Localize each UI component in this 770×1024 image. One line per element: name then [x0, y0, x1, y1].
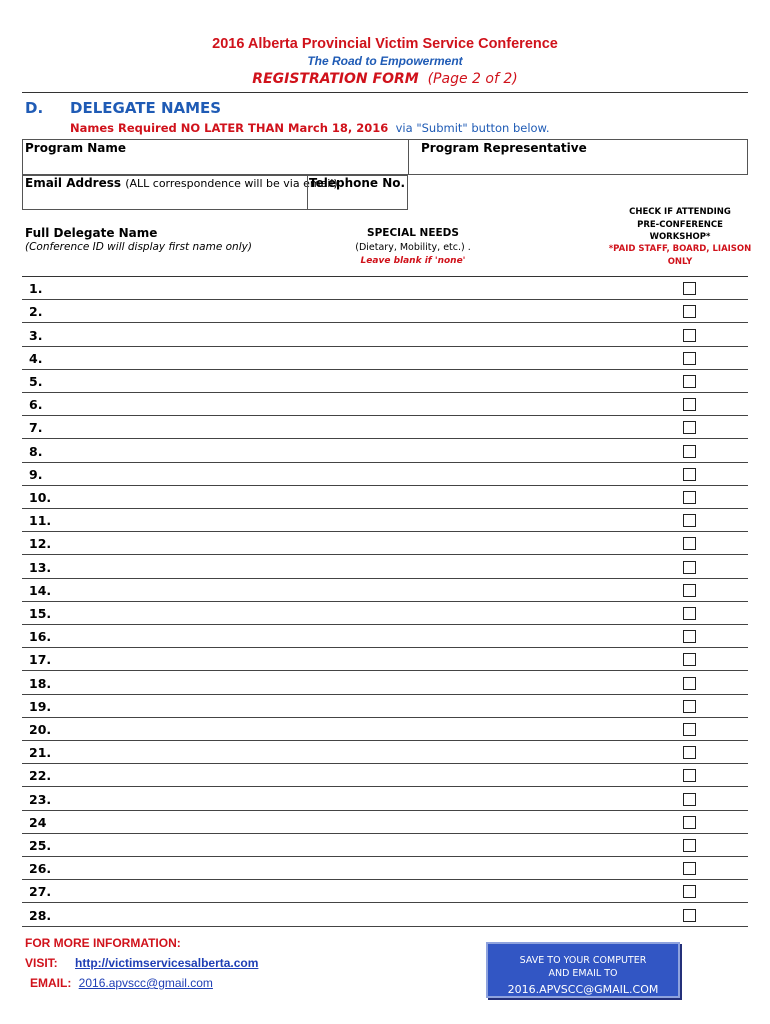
workshop-checkbox[interactable]: [683, 445, 696, 458]
visit-label: VISIT:: [25, 956, 58, 970]
workshop-checkbox[interactable]: [683, 375, 696, 388]
delegate-row[interactable]: [22, 648, 748, 671]
email-label-note: (ALL correspondence will be via email): [125, 177, 338, 190]
workshop-checkbox[interactable]: [683, 282, 696, 295]
section-title: DELEGATE NAMES: [70, 99, 222, 117]
workshop-checkbox[interactable]: [683, 421, 696, 434]
workshop-eligibility-note: [600, 243, 760, 268]
delegate-row-number: 26.: [29, 861, 52, 877]
delegate-row[interactable]: [22, 880, 748, 903]
delegate-row-number: 21.: [29, 745, 52, 761]
program-rep-label: Program Representative: [421, 141, 587, 155]
delegate-row-number: 1.: [29, 281, 43, 297]
workshop-eligibility-line2: ONLY: [667, 256, 693, 267]
email-line: [30, 976, 213, 990]
delegate-name-note: (Conference ID will display first name only): [25, 241, 252, 253]
workshop-checkbox[interactable]: [683, 909, 696, 922]
delegate-row[interactable]: [22, 695, 748, 718]
delegate-row[interactable]: [22, 811, 748, 834]
delegate-row[interactable]: [22, 834, 748, 857]
delegate-row-number: 9.: [29, 466, 43, 482]
delegate-row[interactable]: [22, 787, 748, 810]
workshop-checkbox[interactable]: [683, 700, 696, 713]
conference-title: 2016 Alberta Provincial Victim Service Conference: [212, 36, 558, 52]
delegate-row[interactable]: [22, 393, 748, 416]
delegate-row-number: 10.: [29, 489, 52, 505]
delegate-row[interactable]: [22, 718, 748, 741]
workshop-checkbox[interactable]: [683, 769, 696, 782]
workshop-checkbox[interactable]: [683, 677, 696, 690]
program-rep-field[interactable]: [412, 156, 746, 174]
delegate-row-number: 7.: [29, 420, 43, 436]
footer-email-label: EMAIL:: [30, 976, 72, 990]
delegate-row[interactable]: [22, 532, 748, 555]
workshop-checkbox[interactable]: [683, 723, 696, 736]
workshop-checkbox[interactable]: [683, 653, 696, 666]
delegate-row-number: 16.: [29, 629, 52, 645]
special-needs-examples: (Dietary, Mobility, etc.) .: [355, 242, 471, 253]
delegate-row[interactable]: [22, 486, 748, 509]
deadline-note: [70, 121, 550, 135]
workshop-checkbox[interactable]: [683, 584, 696, 597]
workshop-check-line3: WORKSHOP*: [649, 232, 711, 242]
workshop-checkbox[interactable]: [683, 468, 696, 481]
workshop-checkbox[interactable]: [683, 746, 696, 759]
deadline-instruction: via "Submit" button below.: [395, 121, 550, 135]
delegate-row[interactable]: [22, 903, 748, 926]
delegate-row-number: 25.: [29, 837, 52, 853]
email-label: [25, 176, 338, 190]
delegate-row[interactable]: [22, 509, 748, 532]
delegate-row-number: 24: [29, 814, 47, 830]
workshop-checkbox[interactable]: [683, 862, 696, 875]
program-info-divider: [408, 139, 409, 175]
workshop-check-line1: CHECK IF ATTENDING: [629, 207, 731, 217]
delegate-row-number: 28.: [29, 907, 52, 923]
delegate-row[interactable]: [22, 579, 748, 602]
workshop-checkbox[interactable]: [683, 491, 696, 504]
delegate-row-number: 23.: [29, 791, 52, 807]
delegate-row-number: 15.: [29, 605, 52, 621]
workshop-check-line2: PRE-CONFERENCE: [637, 219, 723, 230]
page-info: (Page 2 of 2): [427, 71, 518, 87]
more-info-heading: FOR MORE INFORMATION:: [25, 936, 181, 950]
delegate-row-number: 22.: [29, 768, 52, 784]
workshop-checkbox[interactable]: [683, 537, 696, 550]
delegate-row[interactable]: [22, 463, 748, 486]
delegate-row-number: 4.: [29, 350, 43, 366]
conference-subtitle: The Road to Empowerment: [307, 54, 463, 68]
delegate-row[interactable]: [22, 555, 748, 578]
workshop-checkbox[interactable]: [683, 607, 696, 620]
delegate-row[interactable]: [22, 416, 748, 439]
deadline-emphasis: Names Required NO LATER THAN March 18, 2016: [70, 121, 389, 135]
visit-line: [25, 956, 258, 970]
delegate-row-number: 17.: [29, 652, 52, 668]
submit-button-line3: 2016.APVSCC@GMAIL.COM: [507, 983, 659, 996]
delegate-row[interactable]: [22, 300, 748, 323]
delegate-row[interactable]: [22, 323, 748, 346]
workshop-checkbox[interactable]: [683, 885, 696, 898]
workshop-checkbox[interactable]: [683, 329, 696, 342]
delegate-row[interactable]: [22, 602, 748, 625]
footer-email-link[interactable]: 2016.apvscc@gmail.com: [78, 976, 213, 990]
delegate-row-number: 11.: [29, 513, 52, 529]
header-divider: [22, 92, 748, 93]
visit-link[interactable]: http://victimservicesalberta.com: [75, 956, 259, 970]
delegate-row-number: 8.: [29, 443, 43, 459]
workshop-checkbox[interactable]: [683, 839, 696, 852]
workshop-check-header: [600, 206, 760, 244]
submit-button[interactable]: [486, 942, 680, 998]
workshop-checkbox[interactable]: [683, 398, 696, 411]
workshop-eligibility-line1: *PAID STAFF, BOARD, LIAISON: [608, 244, 752, 254]
delegate-row[interactable]: [22, 857, 748, 880]
delegate-row-number: 2.: [29, 304, 43, 320]
delegate-row[interactable]: [22, 439, 748, 462]
workshop-checkbox[interactable]: [683, 816, 696, 829]
submit-button-line2: AND EMAIL TO: [548, 968, 618, 979]
delegate-row[interactable]: [22, 671, 748, 694]
delegate-row-number: 19.: [29, 698, 52, 714]
delegate-row-number: 12.: [29, 536, 52, 552]
workshop-checkbox[interactable]: [683, 793, 696, 806]
delegate-row-number: 6.: [29, 397, 43, 413]
telephone-label: Telephone No.: [309, 176, 406, 190]
delegate-row-number: 27.: [29, 884, 52, 900]
submit-button-line1: SAVE TO YOUR COMPUTER: [519, 955, 647, 966]
delegate-row-number: 18.: [29, 675, 52, 691]
workshop-checkbox[interactable]: [683, 561, 696, 574]
delegate-row-number: 20.: [29, 721, 52, 737]
delegate-name-header: Full Delegate Name: [25, 226, 158, 240]
delegate-row-number: 14.: [29, 582, 52, 598]
delegate-row[interactable]: [22, 347, 748, 370]
special-needs-blank-note: Leave blank if 'none': [360, 256, 466, 266]
form-name: REGISTRATION FORM: [252, 71, 419, 87]
workshop-checkbox[interactable]: [683, 514, 696, 527]
special-needs-header: SPECIAL NEEDS: [367, 227, 459, 239]
delegate-row[interactable]: [22, 764, 748, 787]
delegate-row[interactable]: [22, 370, 748, 393]
program-name-field[interactable]: [25, 156, 405, 174]
section-letter: D.: [25, 99, 44, 117]
delegate-row[interactable]: [22, 741, 748, 764]
workshop-checkbox[interactable]: [683, 630, 696, 643]
workshop-checkbox[interactable]: [683, 305, 696, 318]
delegate-row-number: 3.: [29, 327, 43, 343]
email-label-text: Email Address: [25, 176, 122, 190]
form-heading: [0, 71, 770, 87]
delegate-row[interactable]: [22, 625, 748, 648]
delegate-row[interactable]: [22, 277, 748, 300]
delegate-row-number: 13.: [29, 559, 52, 575]
program-name-label: Program Name: [25, 141, 127, 155]
delegate-row-number: 5.: [29, 373, 43, 389]
workshop-checkbox[interactable]: [683, 352, 696, 365]
